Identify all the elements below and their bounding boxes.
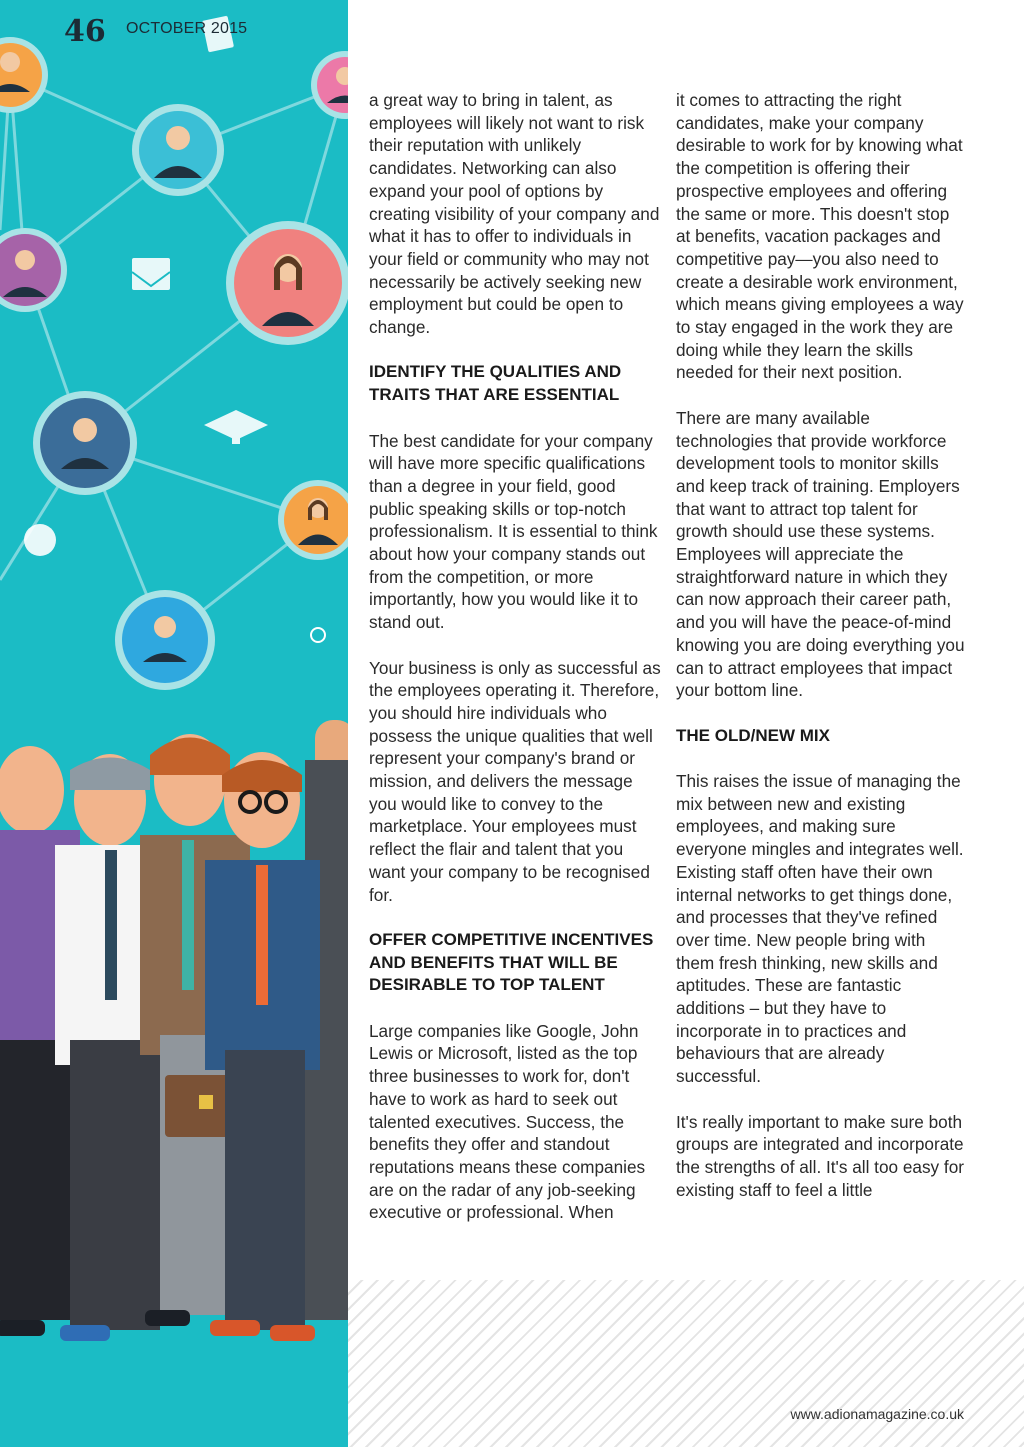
paragraph: It's really important to make sure both groups are integrated and incorporate the strengths of all. It's all too easy for existing staff to feel a little	[676, 1111, 964, 1200]
paragraph: This raises the issue of managing the mix between new and existing employees, and making sure everyone mingles and integrates well. Existing staff often have their own internal networks to get things done, and processes that they've refined over time. New people bring with them fresh thinking, new skills and aptitudes. These are fantastic additions – but they have to incorporate in to practices and behaviours that are already successful.	[676, 771, 964, 1087]
paragraph: Your business is only as successful as the employees operating it. Therefore, you should hire individuals who possess the unique qualities that well represent your company's brand or mission, and delivers the message you would like to convey to the marketplace. Your employees must reflect the flair and talent that you want your company to be recognised for.	[369, 657, 661, 905]
section-heading: IDENTIFY THE QUALITIES AND TRAITS THAT ARE ESSENTIAL	[369, 362, 622, 405]
issue-date: OCTOBER 2015	[126, 20, 248, 37]
paragraph: The best candidate for your company will have more specific qualifications than a degree in your field, good public speaking skills or top-notch professionalism. It is essential to think about how your company stands out from the competition, or more importantly, how you would like it to stand out.	[369, 430, 658, 633]
paragraph: There are many available technologies that provide workforce development tools to monitor skills and keep track of training. Employers that want to attract top talent for growth should use these systems. Employees will appreciate the straightforward nature in which they can now approach their career path, and you will have the peace-of-mind knowing you are doing everything you can to attract employees that impact your bottom line.	[676, 407, 965, 701]
paragraph: a great way to bring in talent, as employees will likely not want to risk their reputation with unlikely candidates. Networking can also expand your pool of options by creating visibility of your company and what it has to offer to individuals in your field or community who may not necessarily be actively seeking new employment but could be open to change.	[369, 90, 660, 338]
network-illustration	[0, 0, 348, 1447]
website-link[interactable]: www.adionamagazine.co.uk	[790, 1406, 964, 1422]
article-column-1	[369, 89, 661, 1247]
paragraph: it comes to attracting the right candidates, make your company desirable to work for by knowing what the competition is offering their prospective employees and offering the same or more. This doesn't stop at benefits, vacation packages and competitive pay—you also need to create a desirable work environment, which means giving employees a way to stay engaged in the work they are doing while they learn the skills needed for their next position.	[676, 90, 964, 383]
section-heading: THE OLD/NEW MIX	[676, 725, 830, 745]
page-number: 46	[64, 14, 106, 49]
paragraph: Large companies like Google, John Lewis or Microsoft, listed as the top three businesses to work for, don't have to work as hard to seek out talented executives. Success, the benefits they offer and standout reputations means these companies are on the radar of any job-seeking executive or professional. When	[369, 1020, 646, 1223]
article-column-2	[676, 89, 968, 1224]
section-heading: OFFER COMPETITIVE INCENTIVES AND BENEFITS THAT WILL BE DESIRABLE TO TOP TALENT	[369, 929, 654, 995]
